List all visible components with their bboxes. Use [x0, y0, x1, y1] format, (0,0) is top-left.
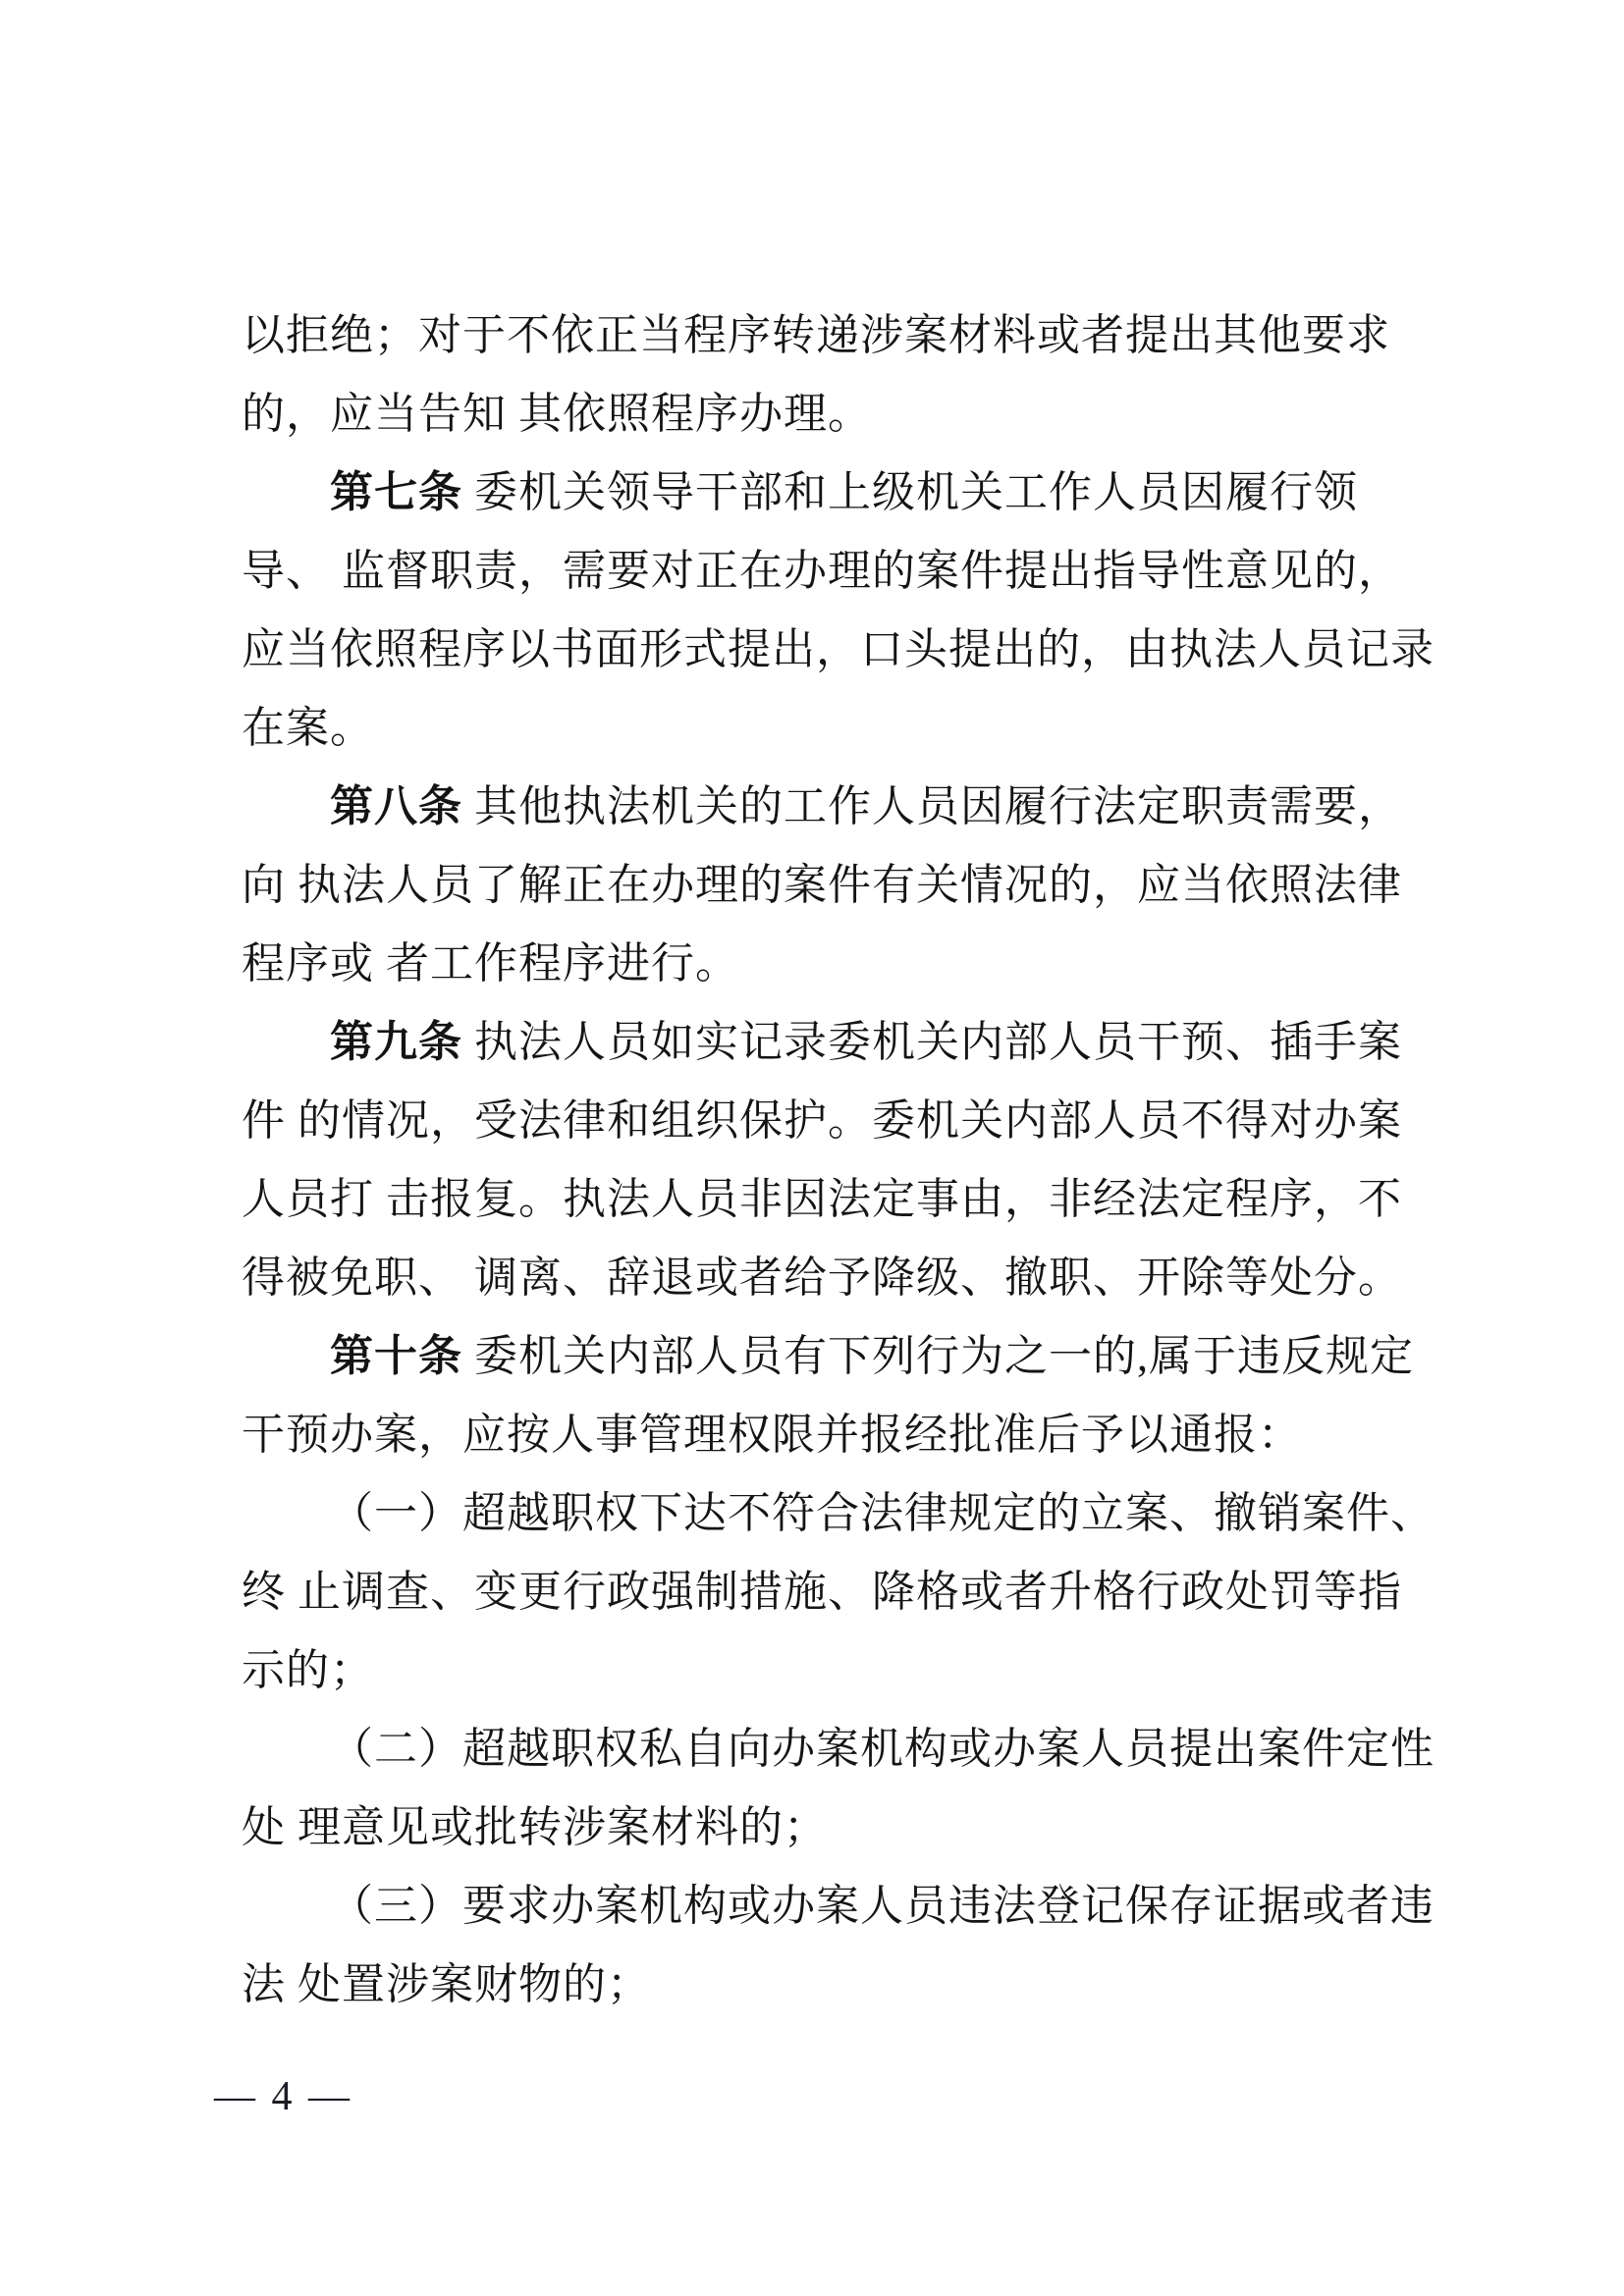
- line-text: 其他执法机关的工作人员因履行法定职责需要，: [462, 782, 1402, 830]
- article-7-heading: 第七条: [330, 468, 462, 516]
- text-line: 程序或 者工作程序进行。: [242, 939, 739, 988]
- text-line: 以拒绝；对于不依正当程序转递涉案材料或者提出其他要求: [242, 311, 1390, 359]
- text-line: 的，应当告知 其依照程序办理。: [242, 390, 872, 438]
- text-line: 应当依照程序以书面形式提出，口头提出的，由执法人员记录: [242, 625, 1435, 673]
- document-body: [242, 296, 1439, 2024]
- article-10-heading: 第十条: [330, 1332, 462, 1380]
- text-line: [242, 1317, 1439, 1396]
- text-line: 示的；: [242, 1646, 374, 1694]
- text-line: （一）超越职权下达不符合法律规定的立案、撤销案件、: [330, 1489, 1435, 1537]
- text-line: [242, 1003, 1439, 1082]
- line-text: 执法人员如实记录委机关内部人员干预、插手案: [462, 1018, 1402, 1066]
- text-line: 向 执法人员了解正在办理的案件有关情况的，应当依照法律: [242, 861, 1402, 909]
- line-text: 委机关领导干部和上级机关工作人员因履行领: [462, 468, 1358, 516]
- article-9-heading: 第九条: [330, 1018, 462, 1066]
- text-line: 干预办案，应按人事管理权限并报经批准后予以通报：: [242, 1411, 1302, 1459]
- text-line: 件 的情况，受法律和组织保护。委机关内部人员不得对办案: [242, 1096, 1402, 1145]
- line-text: 委机关内部人员有下列行为之一的,属于违反规定: [462, 1332, 1414, 1380]
- text-line: 人员打 击报复。执法人员非因法定事由，非经法定程序，不: [242, 1175, 1402, 1223]
- text-line: 终 止调查、变更行政强制措施、降格或者升格行政处罚等指: [242, 1568, 1402, 1616]
- article-8-heading: 第八条: [330, 782, 462, 830]
- text-line: 法 处置涉案财物的；: [242, 1960, 651, 2008]
- text-line: 处 理意见或批转涉案材料的；: [242, 1803, 828, 1851]
- text-line: [242, 454, 1439, 532]
- page-number: — 4 —: [214, 2074, 352, 2119]
- text-line: 导、 监督职责，需要对正在办理的案件提出指导性意见的，: [242, 547, 1402, 595]
- text-line: 在案。: [242, 704, 374, 752]
- text-line: 得被免职、 调离、辞退或者给予降级、撤职、开除等处分。: [242, 1254, 1402, 1302]
- text-line: （二）超越职权私自向办案机构或办案人员提出案件定性: [330, 1725, 1435, 1773]
- text-line: （三）要求办案机构或办案人员违法登记保存证据或者违: [330, 1882, 1435, 1930]
- text-line: [242, 768, 1439, 846]
